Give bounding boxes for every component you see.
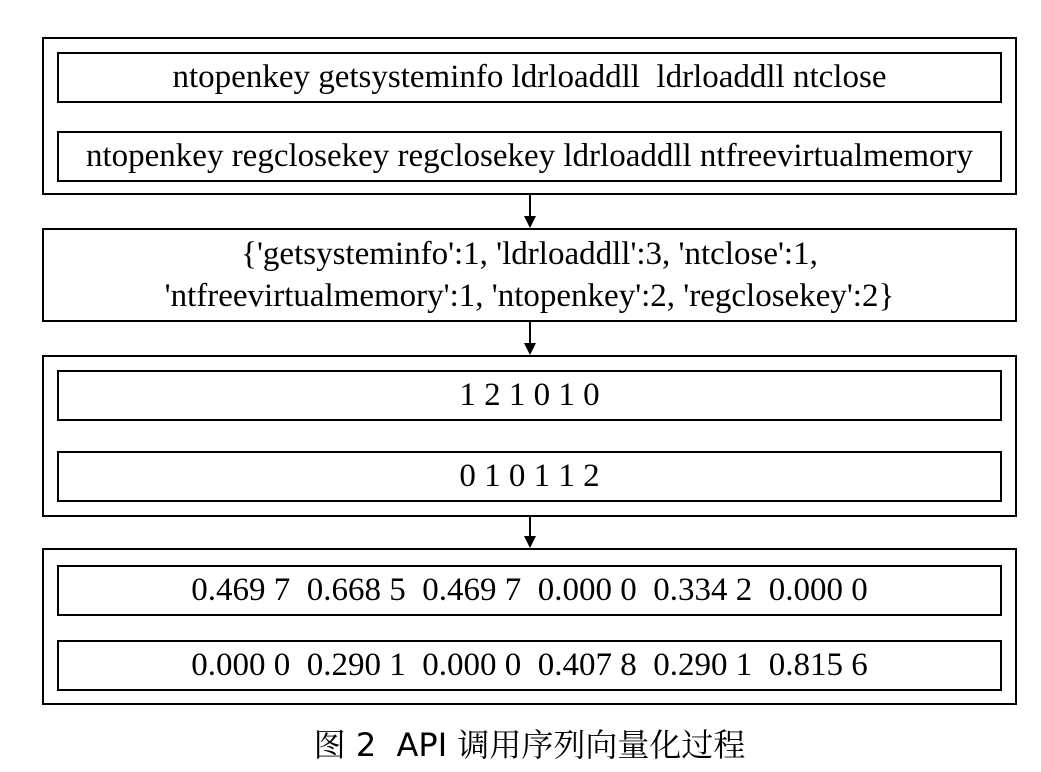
count-vector-group [42, 355, 1017, 517]
down-arrow-icon [529, 322, 531, 343]
down-arrow-icon [529, 195, 531, 216]
api-count-dictionary [44, 230, 1015, 320]
api-sequence-box-1 [57, 52, 1002, 103]
down-arrow-icon [529, 517, 531, 536]
api-sequence-text: ntopenkey getsysteminfo ldrloaddll ldrloaddll ntclose [172, 59, 887, 95]
weighted-vector-group [42, 548, 1017, 705]
weighted-vector-text: 0.000 0 0.290 1 0.000 0 0.407 8 0.290 1 0.815 6 [191, 647, 868, 683]
api-sequence-box-2 [57, 131, 1002, 182]
dictionary-line: {'getsysteminfo':1, 'ldrloaddll':3, 'ntclose':1, [241, 236, 818, 272]
count-vector-box-2 [57, 451, 1002, 502]
count-vector-text: 0 1 0 1 1 2 [459, 458, 600, 494]
count-vector-box-1 [57, 370, 1002, 421]
weighted-vector-text: 0.469 7 0.668 5 0.469 7 0.000 0 0.334 2 0.000 0 [191, 572, 868, 608]
dictionary-line: 'ntfreevirtualmemory':1, 'ntopenkey':2, 'regclosekey':2} [164, 278, 895, 314]
api-sequence-group [42, 37, 1017, 195]
api-sequence-text: ntopenkey regclosekey regclosekey ldrloaddll ntfreevirtualmemory [85, 138, 973, 174]
count-vector-text: 1 2 1 0 1 0 [459, 377, 600, 413]
api-count-dictionary-box [42, 228, 1017, 322]
weighted-vector-box-2 [57, 640, 1002, 691]
weighted-vector-box-1 [57, 565, 1002, 616]
figure-caption: 图 2 API 调用序列向量化过程 [313, 726, 746, 764]
